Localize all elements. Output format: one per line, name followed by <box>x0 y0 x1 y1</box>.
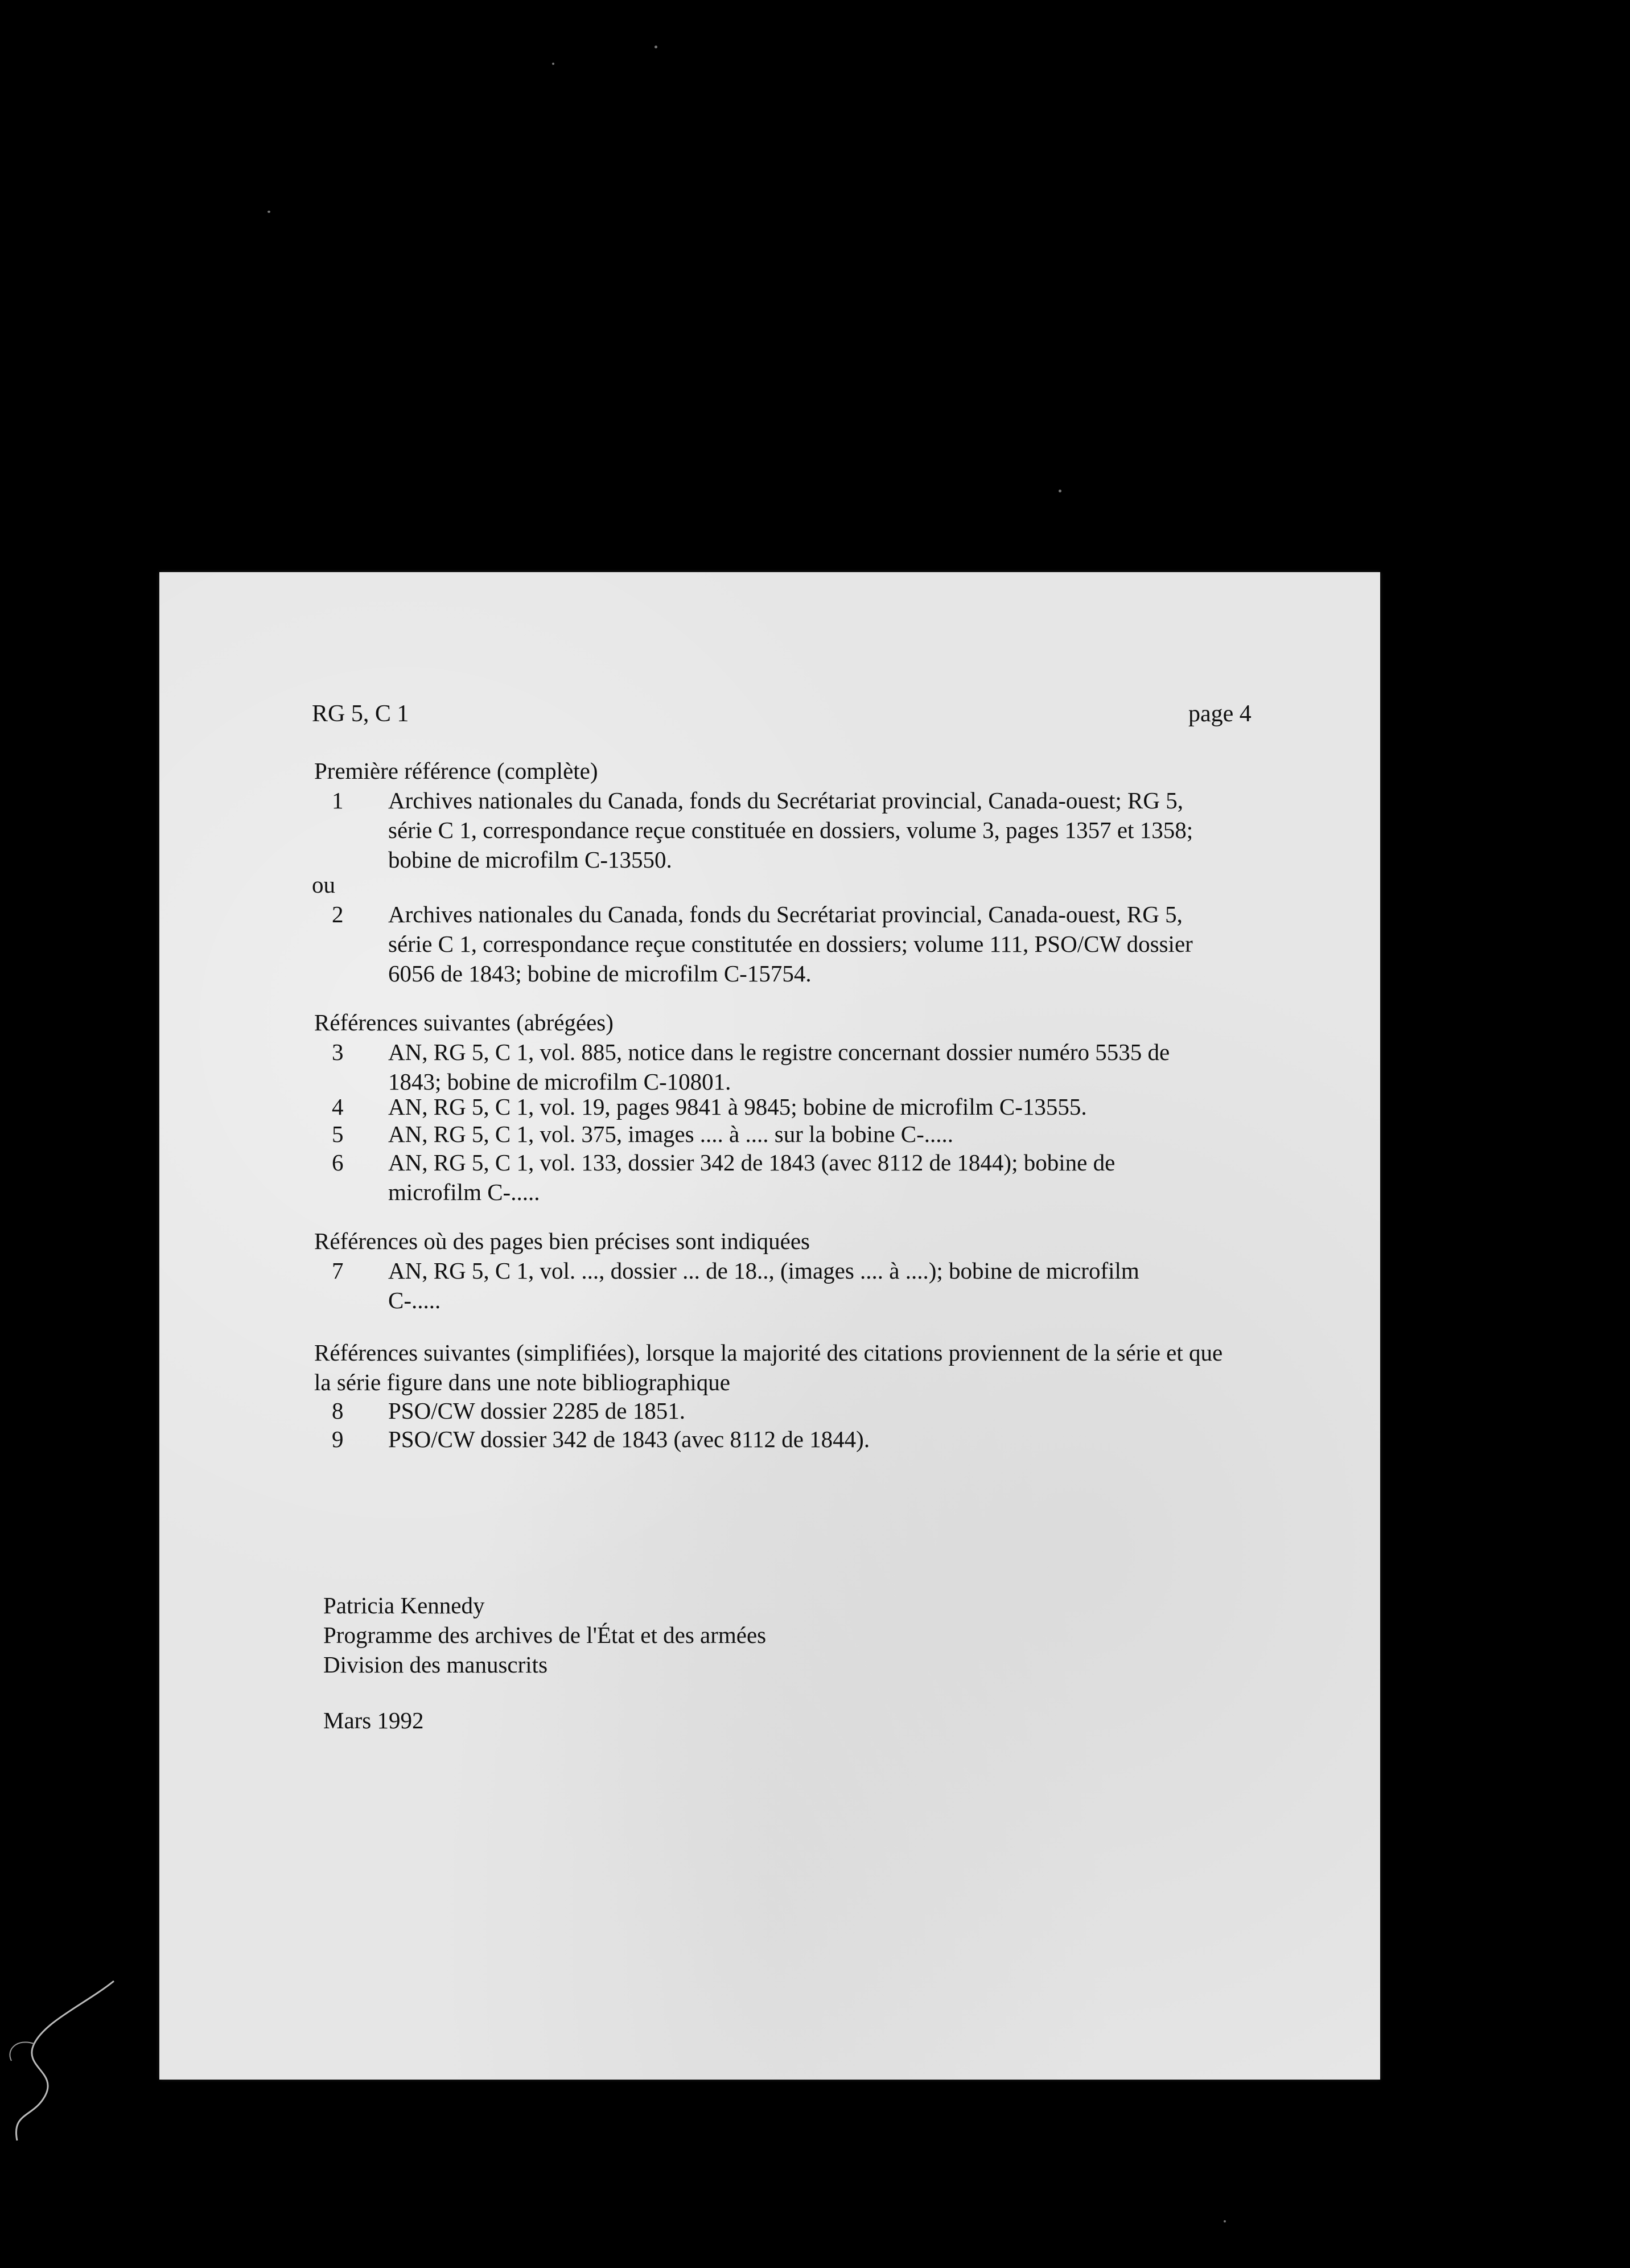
section-heading-first-reference: Première référence (complète) <box>314 758 598 784</box>
document-reference: RG 5, C 1 <box>312 701 409 727</box>
section-heading-abridged: Références suivantes (abrégées) <box>314 1009 614 1036</box>
reference-line: 6056 de 1843; bobine de microfilm C-15754. <box>388 960 812 987</box>
reference-line: AN, RG 5, C 1, vol. 19, pages 9841 à 9845; bobine de microfilm C-13555. <box>388 1094 1087 1120</box>
dust-speck <box>267 211 270 213</box>
dust-speck <box>655 46 657 48</box>
reference-line: série C 1, correspondance reçue constitutée en dossiers; volume 111, PSO/CW dossier <box>388 931 1193 957</box>
item-number: 8 <box>332 1398 344 1424</box>
reference-item-1 <box>388 786 1265 874</box>
reference-line: 1843; bobine de microfilm C-10801. <box>388 1069 731 1095</box>
author-name: Patricia Kennedy <box>323 1592 485 1618</box>
reference-item-2 <box>388 899 1265 988</box>
reference-line: AN, RG 5, C 1, vol. 133, dossier 342 de 1843 (avec 8112 de 1844); bobine de <box>388 1149 1116 1176</box>
dust-speck <box>552 63 554 65</box>
reference-line: série C 1, correspondance reçue constituée en dossiers, volume 3, pages 1357 et 1358; <box>388 817 1193 843</box>
reference-line: Archives nationales du Canada, fonds du Secrétariat provincial, Canada-ouest, RG 5, <box>388 901 1183 927</box>
item-number: 4 <box>332 1094 344 1120</box>
reference-line: AN, RG 5, C 1, vol. 375, images .... à .... sur la bobine C-..... <box>388 1121 954 1147</box>
item-number: 5 <box>332 1121 344 1147</box>
dust-speck <box>1224 2220 1226 2222</box>
section-heading-precise-pages: Références où des pages bien précises sont indiquées <box>314 1228 810 1254</box>
reference-item-5 <box>388 1119 1265 1149</box>
heading-line: la série figure dans une note bibliographique <box>314 1369 730 1395</box>
reference-line: microfilm C-..... <box>388 1179 540 1205</box>
reference-item-8 <box>388 1396 1265 1425</box>
page-number: page 4 <box>1188 701 1252 727</box>
scrawl-mark <box>0 1975 125 2146</box>
item-number: 6 <box>332 1149 344 1176</box>
item-number: 3 <box>332 1039 344 1065</box>
reference-line: PSO/CW dossier 342 de 1843 (avec 8112 de 1844). <box>388 1426 870 1452</box>
separator-ou: ou <box>312 872 335 898</box>
reference-line: bobine de microfilm C-13550. <box>388 847 672 873</box>
reference-line: AN, RG 5, C 1, vol. 885, notice dans le registre concernant dossier numéro 5535 de <box>388 1039 1170 1065</box>
reference-line: Archives nationales du Canada, fonds du Secrétariat provincial, Canada-ouest; RG 5, <box>388 787 1184 813</box>
author-division: Division des manuscrits <box>323 1651 548 1678</box>
item-number: 9 <box>332 1426 344 1452</box>
heading-line: Références suivantes (simplifiées), lorsque la majorité des citations proviennent de la série et que <box>314 1340 1223 1366</box>
section-heading-simplified <box>314 1338 1222 1397</box>
reference-item-6 <box>388 1148 1265 1207</box>
reference-item-9 <box>388 1424 1265 1454</box>
dust-speck <box>1059 490 1061 492</box>
document-date: Mars 1992 <box>323 1707 424 1733</box>
reference-item-4 <box>388 1092 1265 1121</box>
item-number: 2 <box>332 901 344 927</box>
item-number: 1 <box>332 787 344 813</box>
reference-item-3 <box>388 1037 1265 1096</box>
author-program: Programme des archives de l'État et des armées <box>323 1622 767 1648</box>
reference-item-7 <box>388 1256 1265 1315</box>
reference-line: PSO/CW dossier 2285 de 1851. <box>388 1398 686 1424</box>
reference-line: AN, RG 5, C 1, vol. ..., dossier ... de 18.., (images .... à ....); bobine de microfilm <box>388 1258 1139 1284</box>
item-number: 7 <box>332 1258 344 1284</box>
reference-line: C-..... <box>388 1287 441 1313</box>
